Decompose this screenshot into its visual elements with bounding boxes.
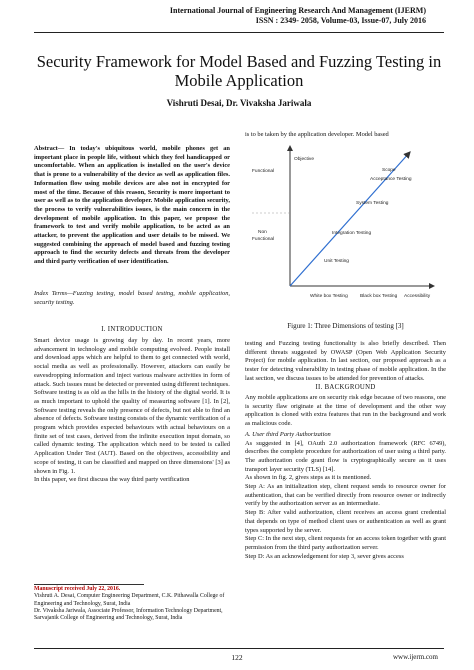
footnote-rule [34, 584, 144, 585]
paper-title: Security Framework for Model Based and Fuzzing Testing in Mobile Application [36, 52, 442, 90]
background-paragraph: Any mobile applications are on security risk edge because of two reasons, one is security flaw originate at the time of development and the other way application is cloned with extra features that run in the background and work as malicious code. [245, 394, 446, 428]
introduction-text [34, 337, 230, 485]
background-paragraph: Step D: As an acknowledgement for step 3, sever gives access [245, 552, 404, 560]
background-paragraph: As shown in fig. 2, gives steps as it is mentioned. [245, 474, 372, 482]
journal-issn: ISSN : 2349- 2058, Volume-03, Issue-07, July 2016 [255, 16, 426, 25]
footnote [34, 586, 230, 622]
intro-paragraph: In this paper, we first discuss the way third party verification [34, 476, 190, 484]
background-paragraph: Step B: After valid authorization, client receives an access grant credential that depends on type of method client uses or authentication as well as grant types supported by the server. [245, 509, 446, 534]
right-column-text: testing and Fuzzing testing functionality is also briefly described. Then different threats suggested by OWASP (Open Web Application Security Project) for mobile application. In last section, our proposed approach as a tester for detecting vulnerability in testing phase of mobile application. In the last section, we discuss issues to be attended for prevention of attacks. [245, 340, 446, 382]
abstract: Abstract— In today's ubiquitous world, mobile phones get an important place in people life, without which they feel handicapped or uncomfortable. When an application is installed on the user's device that is prone to a vulnerability of the device as well as application files. Information flow using mobile devices are also not in encrypted for most of the time. Because of this reason, Security is more important to user as well as to the application developer. Mobile application security, the process to verify vulnerabilities issues, is the main concern in the development of mobile application. In this paper, we propose the framework to test and verify mobile application, to be acted as an attacker, to prevent the application and user details to be missed. We suggested combining the approach of model based and fuzzing testing approach to find the security defects and threats from the developer and third party verification of user identification. [34, 145, 230, 266]
label-functional: Functional [252, 169, 275, 174]
testing-dimensions-diagram [252, 138, 438, 320]
journal-name: International Journal of Engineering Research And Management (IJERM) [169, 6, 426, 15]
label-scope: Scope [382, 168, 396, 173]
footnote-received: Manuscript received July 22, 2016. [34, 586, 121, 592]
background-paragraph: Step C: In the next step, client requests for an access token together with grant permission from the third party authorization server. [245, 535, 446, 551]
intro-paragraph: Smart device usage is growing day by day. In recent years, more advancement in technology and mobile computing evolved. People install and download apps which are helpful to them to get connected with world, social media as well as professionally. However, attackers can easily be eavesdropping information and inject various malware activities in form of attack. Such issues must be detected or prevented using different techniques. [34, 337, 230, 388]
index-terms: Index Terms—Fuzzing testing, model based testing, mobile application, security testing. [34, 290, 230, 306]
header-rule [34, 32, 444, 33]
label-acceptance-testing: Acceptance Testing [370, 177, 412, 182]
background-paragraph: Step A: As an initialization step, client request sends to resource owner for authentication, that can be verified directly from resource owner or indirectly verify by the authorization server as an intermediate. [245, 483, 446, 508]
label-integration-testing: Integration Testing [332, 231, 372, 236]
label-non-functional: Functional [252, 237, 275, 242]
page-number: 122 [231, 653, 243, 662]
label-accessibility: Accessibility [404, 294, 431, 299]
label-black-box: Black box Testing [360, 294, 398, 299]
subsection-heading: A. User third Party Authorization [245, 430, 331, 438]
footnote-author: Dr. Vivaksha Jariwala, Associate Professor, Information Technology Department, Sarvajanik College of Engineering and Technology, Surat, India [34, 607, 223, 622]
label-non: Non [258, 230, 267, 235]
intro-paragraph: Software testing is as old as the hills in the history of the digital world. It is as much important to uphold the quality of measuring software [1]. In [2], Software testing reveals the only presence of defects, but not able to find an absence of defects. Software testing consists of the dynamic verification of a program which provides expected behaviours with actual behaviours on a finite set of test cases, derived from the infinite execution input domain, so called dynamic testing. The application which need to be tested is called Application Under Test (AUT). Based on the objectives, accessibility and scope of testing, it can be classified and mapped on three dimensions' [3] as shown in Fig. 1. [34, 389, 230, 475]
footer-rule [34, 648, 444, 649]
footnote-author: Vishruti A. Desai, Computer Engineering Department, C.K. Pithawalla College of Engineering and Technology, Surat, India [34, 593, 225, 607]
journal-header [106, 6, 426, 26]
right-column-intro: is to be taken by the application developer. Model based [245, 131, 389, 138]
section-heading-introduction: I. INTRODUCTION [101, 326, 163, 333]
section-heading-background: II. BACKGROUND [315, 384, 376, 391]
label-unit-testing: Unit Testing [324, 259, 349, 264]
figure-testing-dimensions [252, 138, 438, 320]
label-white-box: White box Testing [310, 294, 348, 299]
background-text [245, 394, 446, 561]
figure-caption: Figure 1: Three Dimensions of testing [3] [287, 322, 404, 330]
label-system-testing: System Testing [356, 201, 389, 206]
label-objective: Objective [294, 157, 314, 162]
paper-authors: Vishruti Desai, Dr. Vivaksha Jariwala [166, 98, 312, 108]
background-paragraph: As suggested in [4], OAuth 2.0 authorization framework (RFC 6749), describes the complete procedure for authorization of user using a third party. The authorization code grant flow is cryptographically secure as it uses transport layer security (TLS) [14]. [245, 439, 446, 473]
journal-website: www.ijerm.com [392, 653, 438, 661]
